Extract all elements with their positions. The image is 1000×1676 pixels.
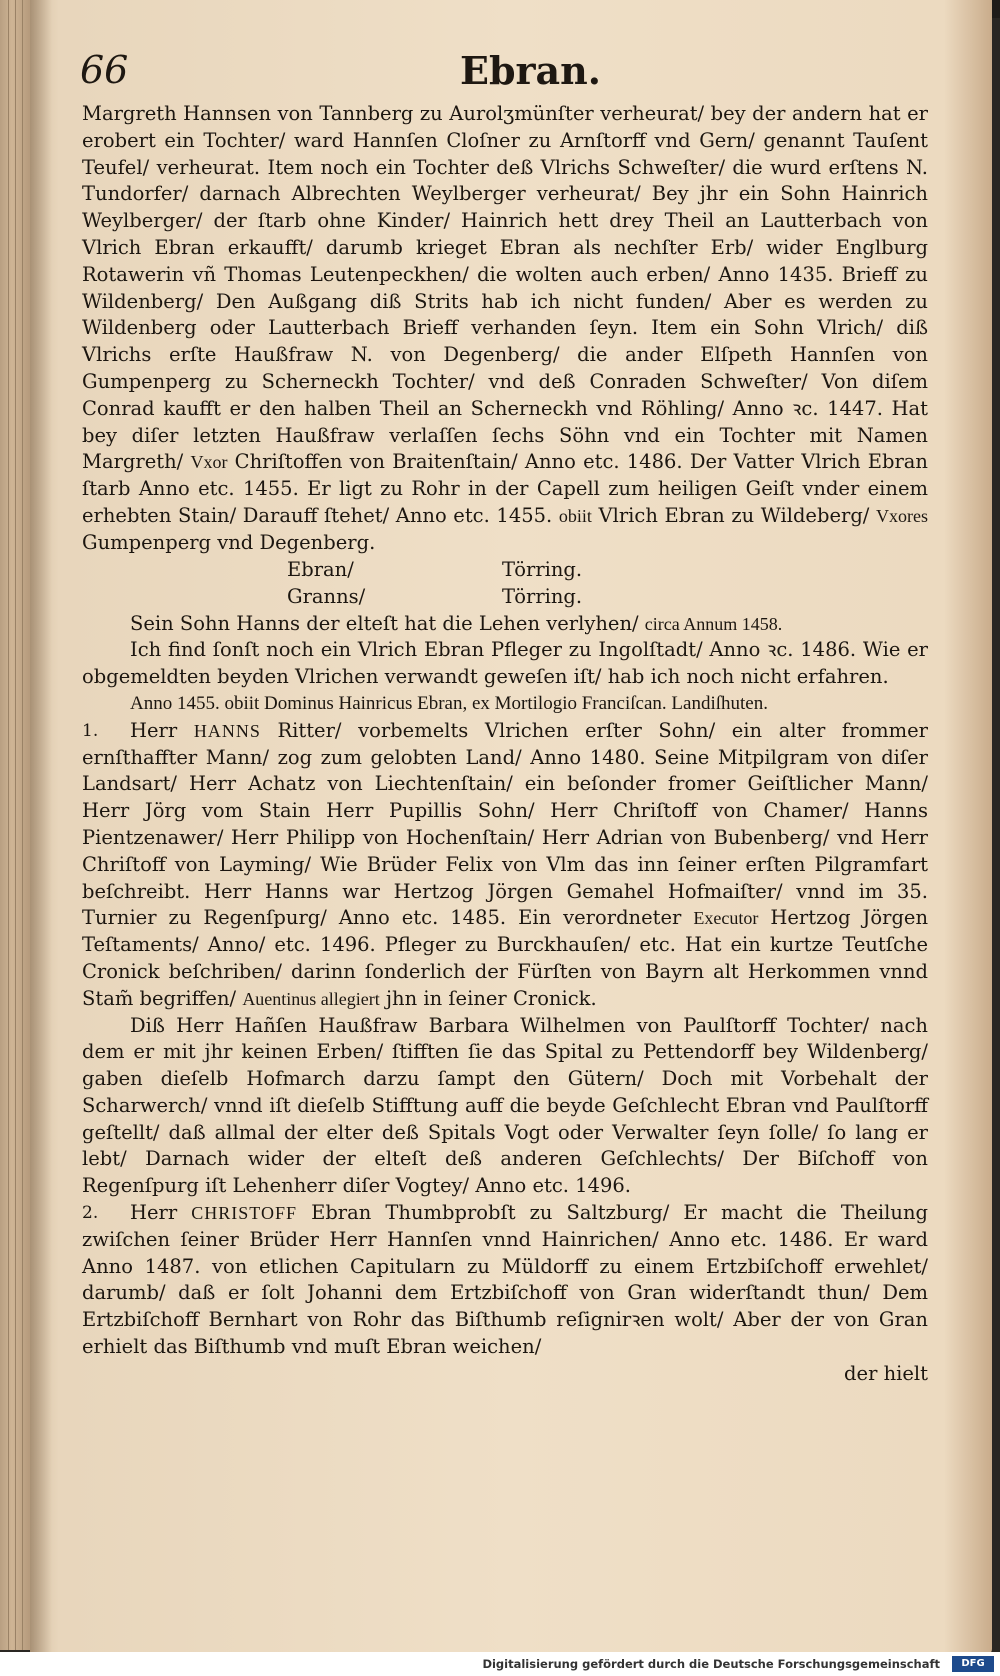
text-run: Ritter/ vorbemelts Vlrichen erſter Sohn/ ein alter frommer ernſthaffter Mann/ zog zum gelobten Land/ Anno 1480. Seine Mitpilgram von diſer Landsart/ Herr Achatz von Liechtenſtain/ ein beſonder fromer Geiſtlicher Mann/ Herr Jörg vom Stain Herr Pupillis Sohn/ Herr Chriſtoff von Chamer/ Hanns Pientzenawer/ Herr Philipp von Hochenſtain/ Herr Adrian von Bubenberg/ vnd Herr Chriſtoff von Layming/ Wie Brüder Felix von Vlm das inn ſeiner erſten Pilgramfart beſchreibt. Herr Hanns war Hertzog Jörgen Gemahel Hofmaiſter/ vnnd im 35. Turnier zu Regenſpurg/ Anno etc. 1485. Ein verordneter [82, 718, 929, 930]
paragraph: Ich find ſonſt noch ein Vlrich Ebran Pfleger zu Ingolſtadt/ Anno ꝛc. 1486. Wie er obgemeldten beyden Vlrichen verwandt geweſen iſt/ hab ich noch nicht erfahren. [82, 638, 928, 689]
latin-run: obiit [558, 505, 592, 526]
inscription-cell: Törring. [502, 557, 583, 581]
text-run: Chriſtoffen von Braitenſtain/ Anno etc. 1486. Der Vatter Vlrich Ebran ſtarb Anno etc. 1455. Er ligt zu Rohr in der Capell zum heiligen Geiſt vnder einem erhebten Stain/ Darauff ſtehet/ Anno etc. 1455. [82, 450, 928, 527]
text-run: Herr [130, 1201, 178, 1225]
main-text [82, 101, 928, 1388]
text-run: Ebran Thumbprobſt zu Saltzburg/ Er macht die Theilung zwiſchen ſeiner Brüder Herr Hannſen vnnd Hainrichen/ Anno etc. 1486. Er ward Anno 1487. von etlichen Capitularn zu Müldorff zu einem Ertzbiſchoff erwehlet/ darumb/ daß er ſolt Johanni dem Ertzbiſchoff von Gran widerſtandt thun/ Dem Ertzbiſchoff Bernhart von Rohr das Biſthumb reſignirꝛen wolt/ Aber der von Gran erhielt das Biſthumb vnd muſt Ebran weichen/ [82, 1201, 928, 1359]
margin-number: 2. [82, 1203, 99, 1224]
paragraph: Diß Herr Hañſen Haußfraw Barbara Wilhelmen von Paulſtorff Tochter/ nach dem er mit jhr keinen Erben/ ſtifften ſie das Spital zu Pettendorff bey Wildenberg/ gaben dieſelb Hofmarch darzu ſampt den Gütern/ Doch mit Vorbehalt der Scharwerch/ vnnd iſt dieſelb Stifftung auff die beyde Geſchlecht Ebran vnd Paulſtorff geſtellt/ daß allmal der elter deß Spitals Vogt oder Verwalter ſeyn ſolle/ ſo lang er lebt/ Darnach wider der elteſt deß anderen Geſchlechts/ Der Biſchoff von Regenſpurg iſt Lehenherr diſer Vogtey/ Anno etc. 1496. [82, 1013, 928, 1198]
text-run: jhn in ſeiner Cronick. [385, 986, 597, 1010]
paragraph [82, 611, 928, 638]
text-run: Sein Sohn Hanns der elteſt hat die Lehen verlyhen/ [130, 611, 639, 635]
inscription-columns [82, 557, 928, 611]
running-head: Ebran. [460, 48, 602, 93]
catchword: der hielt [844, 1361, 928, 1385]
dfg-logo: DFG [952, 1656, 994, 1672]
funding-credit: Digitalisierung gefördert durch die Deutsche Forschungsgemeinschaft [482, 1657, 940, 1671]
inscription-cell: Granns/ [287, 584, 366, 608]
footer-bar [0, 1652, 1000, 1676]
latin-run: Executor [693, 908, 759, 929]
inscription-cell: Törring. [502, 584, 583, 608]
preceding-page-edges [0, 0, 30, 1650]
inscription-cell: Ebran/ [287, 557, 354, 581]
name-run: CHRISTOFF [191, 1203, 297, 1224]
page-number: 66 [80, 48, 129, 92]
paragraph [82, 101, 928, 557]
latin-run: Vxor [190, 452, 228, 473]
latin-run: Vxores [876, 505, 928, 526]
latin-run: Auentinus allegiert [242, 988, 380, 1009]
text-run: Margreth Hannsen von Tannberg zu Aurolʒmünſter verheurat/ bey der andern hat er erobert ein Tochter/ ward Hannſen Cloſner zu Arnſtorff vnd Gern/ genannt Tauſent Teufel/ verheurat. Item noch ein Tochter deß Vlrichs Schweſter/ die wurd erſtens N. Tundorfer/ darnach Albrechten Weylberger verheurat/ Bey jhr ein Sohn Hainrich Weylberger/ der ſtarb ohne Kinder/ Hainrich hett drey Theil an Lautterbach von Vlrich Ebran erkaufft/ darumb krieget Ebran als nechſter Erb/ wider Englburg Rotawerin vñ Thomas Leutenpeckhen/ die wolten auch erben/ Anno 1435. Brieff zu Wildenberg/ Den Außgang diß Strits hab ich nicht funden/ Aber es werden zu Wildenberg oder Lautterbach Brieff verhanden ſeyn. Item ein Sohn Vlrich/ diß Vlrichs erſte Haußfraw N. von Degenberg/ die ander Elſpeth Hannſen von Gumpenperg zu Scherneckh Tochter/ vnd deß Conraden Schweſter/ Von diſem Conrad kaufft er den halben Theil an Scherneckh vnd Röhling/ Anno ꝛc. 1447. Hat bey diſer letzten Haußfraw verlaſſen ſechs Söhn vnd ein Tochter mit Namen Margreth/ [82, 102, 928, 474]
latin-paragraph: Anno 1455. obiit Dominus Hainricus Ebran, ex Mortilogio Franciſcan. Landiſhuten. [130, 692, 768, 714]
text-run: Gumpenperg vnd Degenberg. [82, 530, 376, 554]
paragraph [82, 718, 928, 1013]
name-run: HANNS [193, 720, 261, 741]
margin-number: 1. [82, 720, 99, 741]
latin-run: circa Annum 1458. [644, 613, 783, 634]
paragraph [82, 1200, 928, 1361]
text-run: Vlrich Ebran zu Wildeberg/ [598, 503, 870, 527]
text-run: Hertzog Jörgen Teſtaments/ Anno/ etc. 1496. Pfleger zu Burckhauſen/ etc. Hat ein kurtze Teutſche Cronick beſchriben/ darinn ſonderlich der Fürſten von Bayrn alt Herkommen vnnd Stam̃ begriffen/ [82, 906, 929, 1010]
page-header [80, 48, 920, 98]
text-run: Herr [130, 718, 178, 742]
gutter-shadow [30, 0, 52, 1655]
